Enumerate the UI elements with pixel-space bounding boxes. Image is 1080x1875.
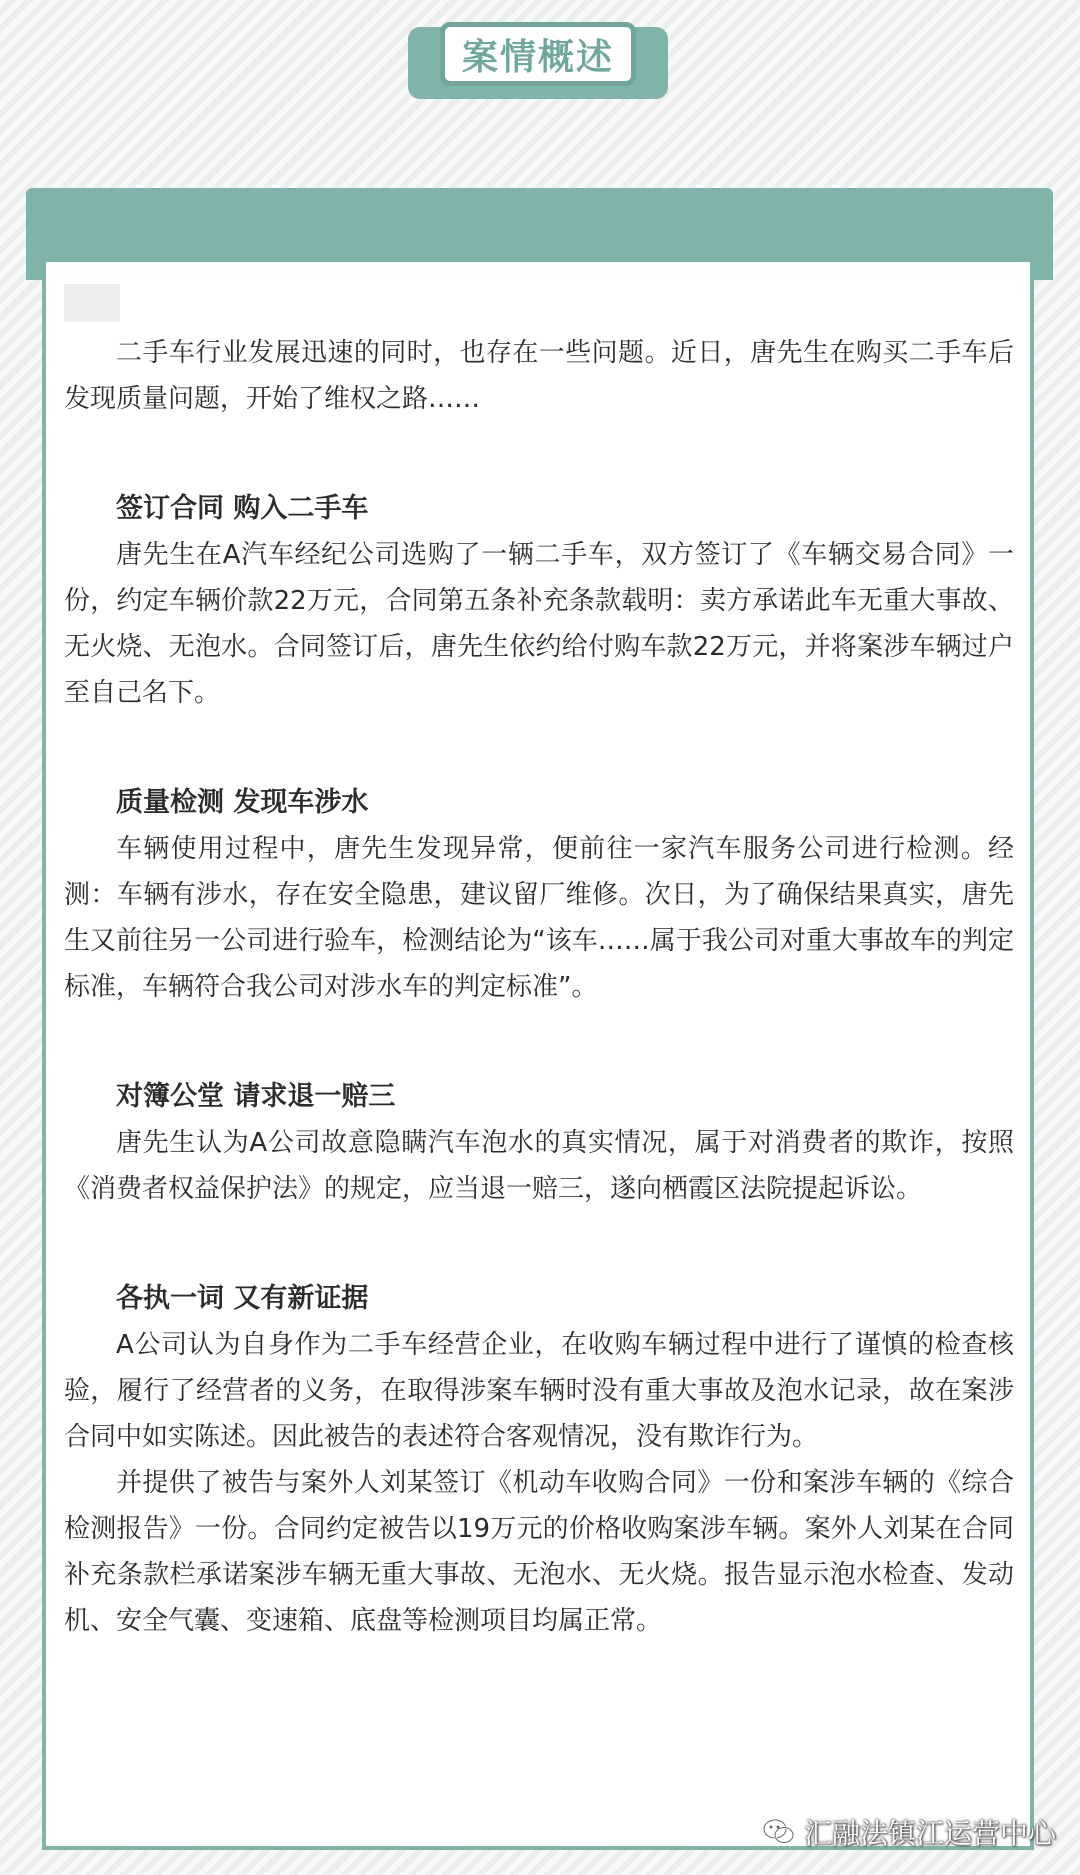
page-title: 案情概述 [461,36,614,78]
section-paragraph-lawsuit: 唐先生认为A公司故意隐瞒汽车泡水的真实情况，属于对消费者的欺诈，按照《消费者权益保护法》的规定，应当退一赔三，遂向栖霞区法院提起诉讼。 [64,1128,1014,1204]
corner-mark [64,284,120,322]
section-paragraph-evidence-2: 并提供了被告与案外人刘某签订《机动车收购合同》一份和案涉车辆的《综合检测报告》一份。合同约定被告以19万元的价格收购案涉车辆。案外人刘某在合同补充条款栏承诺案涉车辆无重大事故、无泡水、无火烧。报告显示泡水检查、发动机、安全气囊、变速箱、底盘等检测项目均属正常。 [64,1468,1014,1636]
section-heading-lawsuit: 对簿公堂 请求退一赔三 [116,1081,396,1112]
section-paragraph-inspection: 车辆使用过程中，唐先生发现异常，便前往一家汽车服务公司进行检测。经测：车辆有涉水，存在安全隐患，建议留厂维修。次日，为了确保结果真实，唐先生又前往另一公司进行验车，检测结论为“该车……属于我公司对重大事故车的判定标准，车辆符合我公司对涉水车的判定标准”。 [64,834,1014,1002]
section-paragraph-contract: 唐先生在A汽车经纪公司选购了一辆二手车，双方签订了《车辆交易合同》一份，约定车辆价款22万元，合同第五条补充条款载明：卖方承诺此车无重大事故、无火烧、无泡水。合同签订后，唐先生依约给付购车款22万元，并将案涉车辆过户至自己名下。 [64,540,1014,708]
section-paragraph-evidence-1: A公司认为自身作为二手车经营企业，在收购车辆过程中进行了谨慎的检查核验，履行了经营者的义务，在取得涉案车辆时没有重大事故及泡水记录，故在案涉合同中如实陈述。因此被告的表述符合客观情况，没有欺诈行为。 [64,1330,1014,1452]
wechat-icon [762,1818,796,1846]
section-heading-inspection: 质量检测 发现车涉水 [116,787,369,818]
title-badge [440,22,636,86]
intro-paragraph: 二手车行业发展迅速的同时，也存在一些问题。近日，唐先生在购买二手车后发现质量问题，开始了维权之路…… [64,338,1014,414]
source-watermark [762,1812,1056,1852]
section-heading-evidence: 各执一词 又有新证据 [116,1283,369,1314]
article-content [64,330,1014,1644]
watermark-text: 汇融法镇江运营中心 [803,1817,1056,1850]
section-heading-contract: 签订合同 购入二手车 [116,493,369,524]
